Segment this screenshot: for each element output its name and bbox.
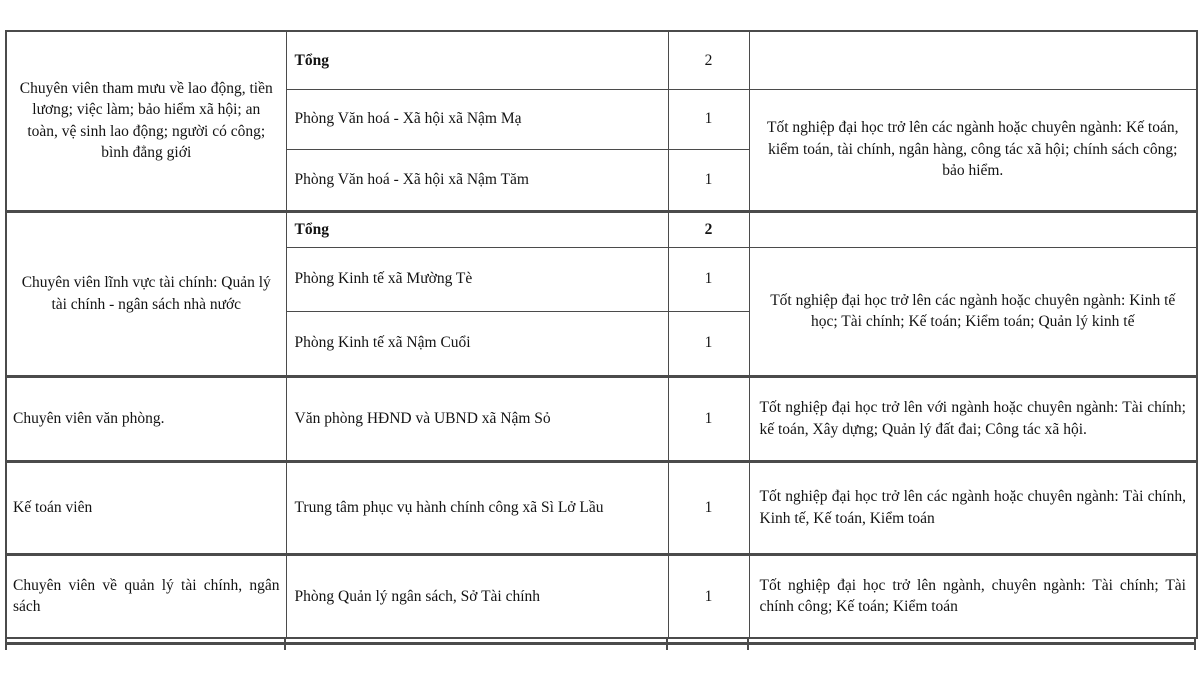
unit-cell: Phòng Kinh tế xã Nậm Cuổi	[286, 311, 668, 376]
requirement-cell: Tốt nghiệp đại học trở lên các ngành hoặc chuyên ngành: Kế toán, kiểm toán, tài chính, ngân hàng, công tác xã hội; chính sách công; bảo hiểm.	[749, 89, 1197, 211]
total-count-cell: 2	[668, 211, 749, 247]
count-cell: 1	[668, 89, 749, 149]
unit-cell: Phòng Văn hoá - Xã hội xã Nậm Mạ	[286, 89, 668, 149]
position-cell: Chuyên viên lĩnh vực tài chính: Quản lý tài chính - ngân sách nhà nước	[6, 211, 286, 376]
table-row	[6, 376, 1197, 461]
column-line-stub	[666, 637, 668, 650]
table-row	[6, 461, 1197, 554]
count-cell: 1	[668, 247, 749, 311]
requirement-cell: Tốt nghiệp đại học trở lên các ngành hoặc chuyên ngành: Kinh tế học; Tài chính; Kế toán; Kiểm toán; Quản lý kinh tế	[749, 247, 1197, 376]
count-cell: 1	[668, 311, 749, 376]
count-cell: 1	[668, 149, 749, 211]
position-cell: Chuyên viên về quản lý tài chính, ngân sách	[6, 554, 286, 638]
total-count-cell: 2	[668, 31, 749, 89]
requirement-cell: Tốt nghiệp đại học trở lên với ngành hoặc chuyên ngành: Tài chính; kế toán, Xây dựng; Quản lý đất đai; Công tác xã hội.	[749, 376, 1197, 461]
unit-cell: Phòng Kinh tế xã Mường Tè	[286, 247, 668, 311]
table-row	[6, 31, 1197, 89]
count-cell: 1	[668, 554, 749, 638]
column-line-stub	[284, 637, 286, 650]
position-cell: Chuyên viên tham mưu về lao động, tiền lương; việc làm; bảo hiểm xã hội; an toàn, vệ sinh lao động; người có công; bình đẳng giới	[6, 31, 286, 211]
table-bottom-thick-border	[5, 642, 1196, 645]
empty-requirement-cell	[749, 211, 1197, 247]
count-cell: 1	[668, 461, 749, 554]
unit-cell: Phòng Quản lý ngân sách, Sở Tài chính	[286, 554, 668, 638]
column-line-stub	[1194, 637, 1196, 650]
requirement-cell: Tốt nghiệp đại học trở lên ngành, chuyên ngành: Tài chính; Tài chính công; Kế toán; Kiểm toán	[749, 554, 1197, 638]
position-cell: Kế toán viên	[6, 461, 286, 554]
position-cell: Chuyên viên văn phòng.	[6, 376, 286, 461]
table-row	[6, 211, 1197, 247]
unit-cell: Văn phòng HĐND và UBND xã Nậm Sỏ	[286, 376, 668, 461]
table-row	[6, 554, 1197, 638]
total-label-cell: Tổng	[286, 211, 668, 247]
unit-cell: Phòng Văn hoá - Xã hội xã Nậm Tăm	[286, 149, 668, 211]
total-label-cell: Tổng	[286, 31, 668, 89]
empty-requirement-cell	[749, 31, 1197, 89]
column-line-stub	[747, 637, 749, 650]
requirement-cell: Tốt nghiệp đại học trở lên các ngành hoặc chuyên ngành: Tài chính, Kinh tế, Kế toán, Kiểm toán	[749, 461, 1197, 554]
count-cell: 1	[668, 376, 749, 461]
unit-cell: Trung tâm phục vụ hành chính công xã Sì Lở Lầu	[286, 461, 668, 554]
recruitment-table	[5, 30, 1198, 639]
column-line-stub	[5, 637, 7, 650]
